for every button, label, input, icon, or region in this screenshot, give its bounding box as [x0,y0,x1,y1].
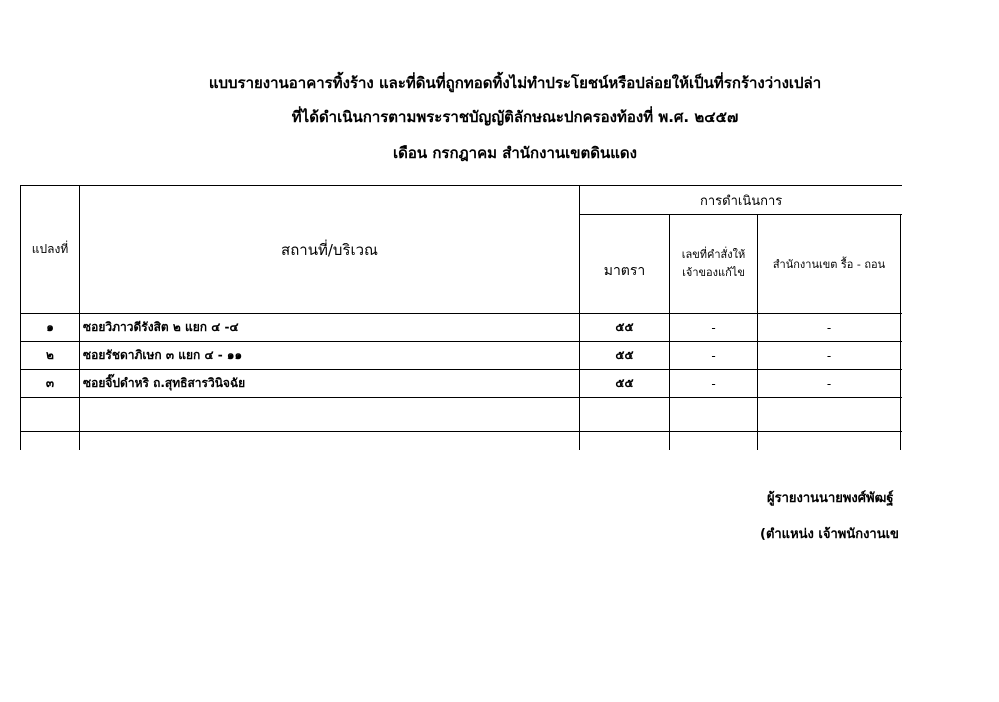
header-order-no-line-1: เลขที่คำสั่งให้ [681,248,746,261]
cell-empty [670,398,758,432]
table-row [21,370,903,398]
header-district-office: สำนักงานเขต รื้อ - ถอน [758,215,901,314]
cell-empty [758,398,901,432]
report-title-line-2: ที่ได้ดำเนินการตามพระราชบัญญัติลักษณะปกครองท้องที่ พ.ศ. ๒๔๕๗ [291,108,739,126]
cell-district: - [758,314,901,342]
cell-empty [758,432,901,451]
cell-district: - [758,370,901,398]
cell-district: - [758,342,901,370]
header-section: มาตรา [580,215,670,314]
report-table-container [20,185,902,450]
cell-empty [580,432,670,451]
cell-empty [21,398,80,432]
cell-overflow [901,370,903,398]
header-order-no [670,215,758,314]
reporter-position: (ตำแหน่ง เจ้าพนักงานเข [760,527,899,542]
cell-overflow [901,342,903,370]
cell-section: ๕๕ [580,370,670,398]
cell-order-no: - [670,370,758,398]
cell-location: ซอยวิภาวดีรังสิต ๒ แยก ๔ -๔ [80,314,580,342]
cell-empty [670,432,758,451]
report-table [20,185,902,450]
cell-empty [21,432,80,451]
header-action-group: การดำเนินการ [580,186,903,215]
report-title-line-1: แบบรายงานอาคารทิ้งร้าง และที่ดินที่ถูกทอดทิ้งไม่ทำประโยชน์หรือปล่อยให้เป็นที่รกร้างว่างเปล่า [208,74,822,92]
cell-empty [901,398,903,432]
cell-no: ๑ [21,314,80,342]
reporter-name: ผู้รายงานนายพงศ์พัฒฐ์ [767,491,894,506]
cell-no: ๒ [21,342,80,370]
cell-location: ซอยรัชดาภิเษก ๓ แยก ๔ - ๑๑ [80,342,580,370]
cell-empty [580,398,670,432]
cell-empty [80,398,580,432]
table-row-empty [21,432,903,451]
cell-section: ๕๕ [580,342,670,370]
cell-order-no: - [670,342,758,370]
table-row-empty [21,398,903,432]
cell-order-no: - [670,314,758,342]
header-location: สถานที่/บริเวณ [80,186,580,314]
cell-empty [80,432,580,451]
report-title-line-3: เดือน กรกฎาคม สำนักงานเขตดินแดง [393,144,637,162]
cell-section: ๕๕ [580,314,670,342]
header-parcel-no: แปลงที่ [21,186,80,314]
cell-empty [901,432,903,451]
header-order-no-line-2: เจ้าของแก้ไข [682,266,745,279]
cell-no: ๓ [21,370,80,398]
cell-location: ซอยจิ๊ปดำหริ ถ.สุทธิสารวินิจฉัย [80,370,580,398]
table-row [21,314,903,342]
cell-overflow [901,314,903,342]
table-row [21,342,903,370]
header-overflow-cell [901,215,903,314]
